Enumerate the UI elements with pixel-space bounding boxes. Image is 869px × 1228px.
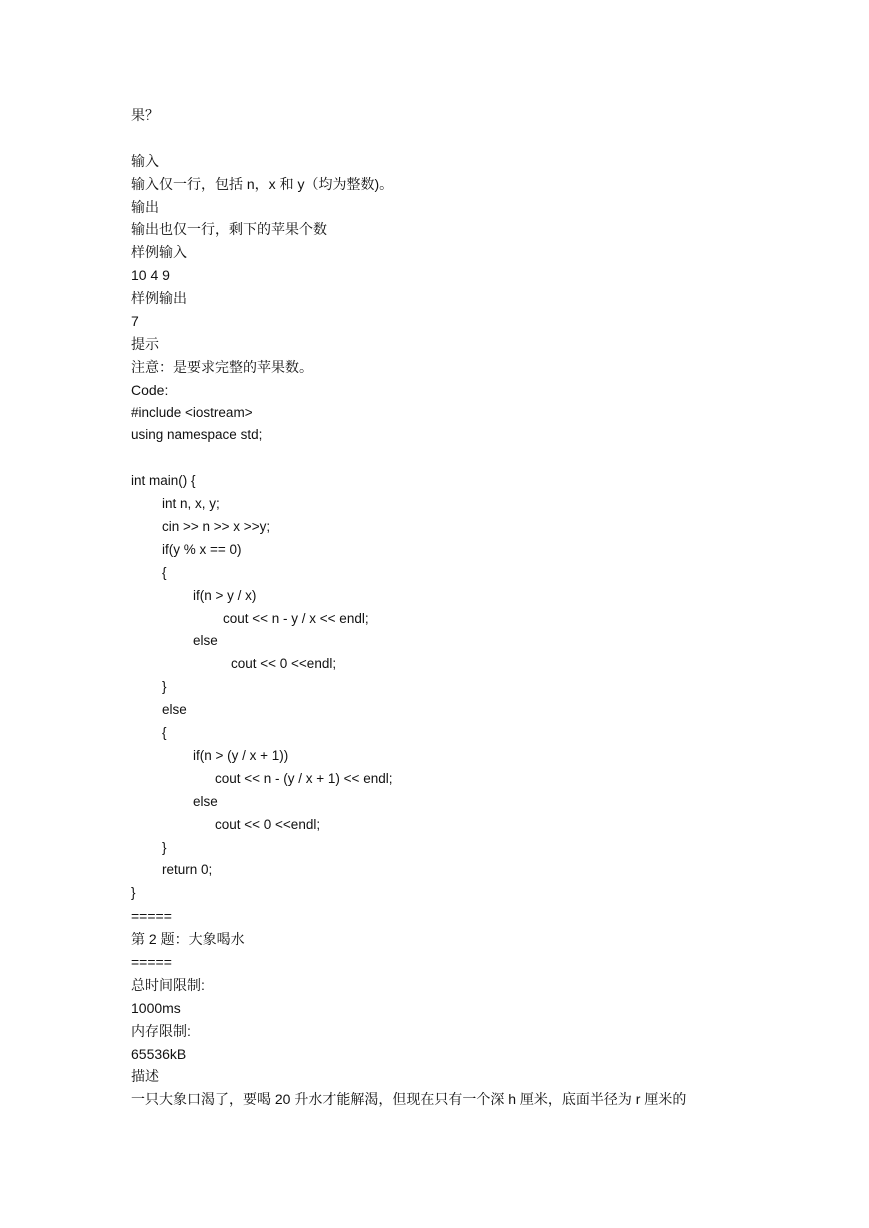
code-line: if(n > (y / x + 1)) [193,747,289,763]
code-line-blank [131,447,771,470]
sample-output-heading: 样例输出 [131,290,187,307]
separator-bottom: ===== [131,953,172,970]
sample-input-heading: 样例输入 [131,244,187,261]
code-line: cout << n - y / x << endl; [223,610,369,626]
code-line: return 0; [162,862,213,878]
code-line: #include <iostream> [131,404,253,420]
input-description: 输入仅一行，包括 n，x 和 y（均为整数)。 [131,175,394,192]
output-description: 输出也仅一行，剩下的苹果个数 [131,221,327,238]
code-line: if(y % x == 0) [162,541,242,557]
description-heading: 描述 [131,1068,159,1085]
separator-top: ===== [131,908,172,925]
code-line: cout << 0 <<endl; [215,816,321,832]
code-line: } [162,839,167,855]
hint-heading: 提示 [131,335,159,352]
code-line: int n, x, y; [162,496,220,512]
code-line: using namespace std; [131,427,263,443]
document-page [131,104,771,1111]
code-line: else [162,702,187,718]
sample-output: 7 [131,313,139,330]
problem1-tail: 果？ [131,107,159,123]
blank-line [131,127,771,150]
input-heading: 输入 [131,152,159,169]
code-label: Code: [131,381,169,398]
time-limit-label: 总时间限制: [131,976,205,993]
code-line: } [131,885,136,901]
output-heading: 输出 [131,198,159,215]
code-line: else [193,793,218,809]
memory-limit-label: 内存限制: [131,1022,191,1039]
code-line: if(n > y / x) [193,587,257,603]
memory-limit-value: 65536kB [131,1045,187,1062]
code-line: cin >> n >> x >>y; [162,519,271,535]
code-line: cout << 0 <<endl; [231,656,337,672]
code-line: int main() { [131,473,196,489]
code-line: { [162,725,167,741]
problem2-title: 第 2 题：大象喝水 [131,931,245,948]
time-limit-value: 1000ms [131,999,181,1016]
hint-text: 注意：是要求完整的苹果数。 [131,358,313,375]
description-text: 一只大象口渴了，要喝 20 升水才能解渴，但现在只有一个深 h 厘米，底面半径为 r 厘米的 [131,1091,687,1108]
code-line: else [193,633,218,649]
code-line: cout << n - (y / x + 1) << endl; [215,770,393,786]
code-line: { [162,564,167,580]
sample-input: 10 4 9 [131,267,170,284]
code-line: } [162,679,167,695]
